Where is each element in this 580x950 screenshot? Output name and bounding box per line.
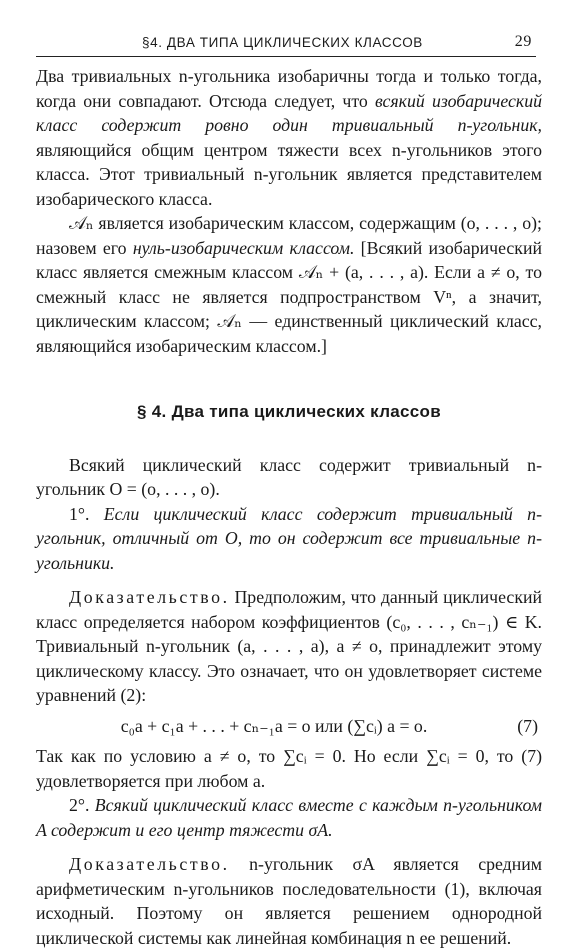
proof-2-text: n-угольник σA является средним арифметическим n-угольников последовательности (1), включая исходный. Поэтому он является решением однородной циклической системы как линейная комбинация n ее решений. — [36, 854, 542, 948]
p1-text-a: Два тривиальных n-угольника изобаричны тогда и только тогда, когда они совпадают. Отсюда следует, что — [36, 66, 542, 111]
statement-1-text: Если циклический класс содержит тривиальный n-угольник, отличный от O, то он содержит все тривиальные n-угольники. — [36, 503, 542, 573]
page-body — [36, 64, 542, 950]
proof-1-label: Доказательство. — [69, 587, 230, 607]
statement-2-text: Всякий циклический класс вместе с каждым n-угольником A содержит и его центр тяжести σA. — [36, 795, 542, 840]
paragraph-trivial-polygons — [36, 64, 542, 211]
proof-1 — [36, 585, 542, 708]
formula-7-text: c₀a + c₁a + . . . + cₙ₋₁a = o или (∑cᵢ) a = o. — [120, 715, 428, 736]
p2-text-c: [Всякий изобарический класс является смежным классом 𝒜ₙ + (a, . . . , a). Если a ≠ o, то смежный класс не является подпространством Vⁿ, а значит, циклическим классом; 𝒜ₙ — единственный циклический класс, являющийся изобарическим классом.] — [36, 237, 542, 356]
statement-1 — [36, 502, 542, 576]
p1-text-c: являющийся общим центром тяжести всех n-угольников этого класса. Этот тривиальный n-угольник является представителем изобарического класса. — [36, 139, 542, 209]
statement-1-label: 1°. — [69, 503, 90, 524]
statement-2 — [36, 793, 542, 842]
proof-2-label: Доказательство. — [69, 854, 230, 874]
statement-2-label: 2°. — [69, 795, 90, 815]
formula-7-number: (7) — [517, 715, 538, 736]
paragraph-null-isobaric — [36, 211, 542, 358]
running-head-title: §4. ДВА ТИПА ЦИКЛИЧЕСКИХ КЛАССОВ — [142, 35, 423, 50]
paragraph-cyclic-contains-trivial: Всякий циклический класс содержит тривиальный n-угольник O = (o, . . . , o). — [36, 454, 542, 499]
p1-italic-statement: всякий изобарический класс содержит ровно один тривиальный n-угольник, — [36, 90, 542, 135]
proof-2 — [36, 852, 542, 950]
running-head — [36, 32, 536, 57]
formula-7 — [36, 714, 542, 739]
proof-1-text: Предположим, что данный циклический класс определяется набором коэффициентов (c₀, . . . , cₙ₋₁) ∈ K. Тривиальный n-угольник (a, . . . , a), a ≠ o, принадлежит этому циклическому классу. Это означает, что он удовлетворяет системе уравнений (2): — [36, 587, 542, 705]
p2-text-a: 𝒜ₙ является изобарическим классом, содержащим (o, . . . , o); назовем его — [36, 213, 542, 258]
page-number: 29 — [514, 33, 532, 50]
paragraph-condition: Так как по условию a ≠ o, то ∑cᵢ = 0. Но если ∑cᵢ = 0, то (7) удовлетворяется при любом a. — [36, 746, 542, 791]
p2-italic-term: нуль-изобарическим классом. — [132, 237, 355, 258]
section-title: § 4. Два типа циклических классов — [137, 402, 441, 421]
